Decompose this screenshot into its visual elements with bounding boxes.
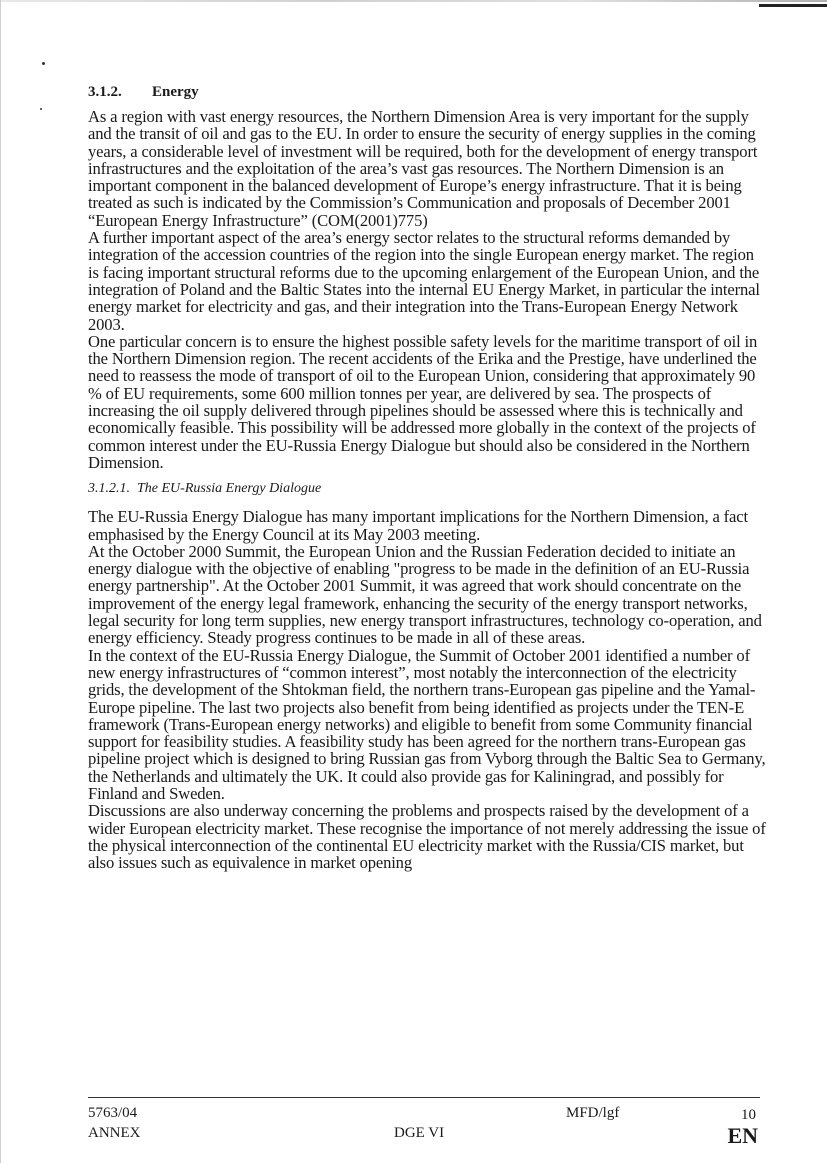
scan-speck: [40, 108, 42, 110]
scan-speck: [42, 62, 45, 65]
scan-edge-left: [0, 0, 1, 1163]
document-body: [88, 82, 768, 871]
paragraph: In the context of the EU-Russia Energy Dialogue, the Summit of October 2001 identified a number of new energy infrastructures of “common interest”, most notably the interconnection of the electricity grids, the development of the Shtokman field, the northern trans-European gas pipeline and the Yamal-Europe pipeline. The last two projects also benefit from being identified as projects under the TEN-E framework (Trans-European energy networks) and eligible to benefit from some Community financial support for feasibility studies. A feasibility study has been agreed for the northern trans-European gas pipeline project which is designed to bring Russian gas from Vyborg through the Baltic Sea to Germany, the Netherlands and ultimately the UK. It could also provide gas for Kaliningrad, and possibly for Finland and Sweden.: [88, 645, 766, 803]
scan-mark: [759, 4, 827, 7]
footer-directorate: DGE VI: [394, 1125, 445, 1141]
footer-initials: MFD/lgf: [566, 1105, 620, 1121]
subsection-paragraphs: [88, 508, 768, 871]
subsection-title: The EU-Russia Energy Dialogue: [137, 481, 322, 497]
footer-annex: ANNEX: [88, 1125, 141, 1141]
footer-divider: [88, 1097, 760, 1098]
footer-doc-number: 5763/04: [88, 1105, 138, 1121]
paragraph: One particular concern is to ensure the highest possible safety levels for the maritime transport of oil in the Northern Dimension region. The recent accidents of the Erika and the Prestige, have underlined the need to reassess the mode of transport of oil to the European Union, considering that approximately 90 % of EU requirements, some 600 million tonnes per year, are delivered by sea. The prospects of increasing the oil supply delivered through pipelines should be assessed where this is technically and economically feasible. This possibility will be addressed more globally in the context of the projects of common interest under the EU-Russia Energy Dialogue but should also be considered in the Northern Dimension.: [88, 331, 758, 472]
section-number: 3.1.2.: [88, 84, 122, 100]
subsection-number: 3.1.2.1.: [88, 481, 130, 497]
paragraph: As a region with vast energy resources, the Northern Dimension Area is very important for the supply and the transit of oil and gas to the EU. In order to ensure the security of energy supplies in the coming years, a considerable level of investment will be required, both for the development of energy transport infrastructures and the exploitation of the area’s vast gas resources. The Northern Dimension is an important component in the balanced development of Europe’s energy infrastructure. That it is being treated as such is indicated by the Commission’s Communication and proposals of December 2001 “European Energy Infrastructure” (COM(2001)775): [88, 107, 758, 230]
scan-edge-top: [0, 0, 827, 2]
paragraph: Discussions are also underway concerning the problems and prospects raised by the development of a wider European electricity market. These recognise the importance of not merely addressing the issue of the physical interconnection of the continental EU electricity market with the Russia/CIS market, but also issues such as equivalence in market opening: [88, 801, 766, 873]
paragraph: The EU-Russia Energy Dialogue has many important implications for the Northern Dimension, a fact emphasised by the Energy Council at its May 2003 meeting.: [88, 507, 748, 544]
section-title: Energy: [152, 84, 199, 100]
footer-page-number: 10: [741, 1107, 756, 1123]
subsection-heading: [88, 480, 768, 498]
section-heading: [88, 82, 768, 102]
main-paragraphs: [88, 108, 768, 471]
footer-language: EN: [727, 1123, 758, 1148]
paragraph: A further important aspect of the area’s energy sector relates to the structural reforms demanded by integration of the accession countries of the region into the single European energy market. The region is facing important structural reforms due to the upcoming enlargement of the European Union, and the integration of Poland and the Baltic States into the internal EU Energy Market, in particular the internal energy market for electricity and gas, and their integration into the Trans-European Energy Network 2003.: [88, 228, 760, 334]
paragraph: At the October 2000 Summit, the European Union and the Russian Federation decided to initiate an energy dialogue with the objective of enabling "progress to be made in the definition of an EU-Russia energy partnership". At the October 2001 Summit, it was agreed that work should concentrate on the improvement of the energy legal framework, enhancing the security of the energy transport networks, legal security for long term supplies, new energy transport infrastructures, technology co-operation, and energy efficiency. Steady progress continues to be made in all of these areas.: [88, 541, 762, 648]
